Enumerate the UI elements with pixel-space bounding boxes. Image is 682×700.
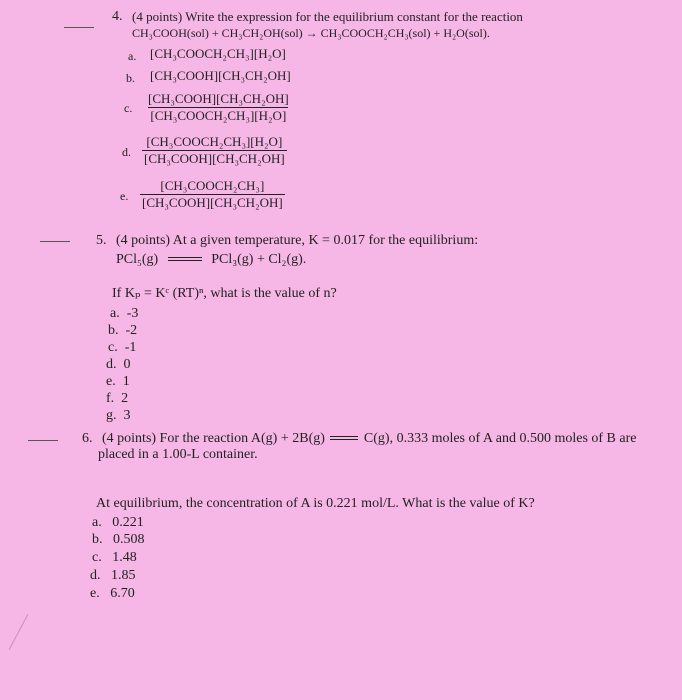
q5-option-d[interactable] [106,357,131,373]
q6-option-c[interactable] [92,550,137,566]
question-6-stem-line2: placed in a 1.00-L container. [98,447,258,462]
q5-option-text: 1 [122,374,130,389]
q6-option-letter: d. [90,568,101,583]
question-6-prompt: At equilibrium, the concentration of A is 0.221 mol/L. What is the value of K? [96,496,535,511]
q6-option-d[interactable] [90,568,136,584]
answer-blank-q4[interactable] [64,27,94,28]
q5-option-text: -3 [126,306,139,321]
question-5-prompt: If Kₚ = Kᶜ (RT)ⁿ, what is the value of n? [112,286,337,301]
q4-option-d-letter: d. [122,145,131,159]
q5-option-letter: a. [110,306,120,321]
q5-reactant: PCl₅(g) [116,252,159,267]
question-4-stem: (4 points) Write the expression for the equilibrium constant for the reaction [132,9,523,24]
q5-option-letter: b. [108,323,119,338]
q4-option-a[interactable]: [CH₃COOCH₂CH₃][H₂O] [150,46,286,61]
q5-option-text: 3 [123,408,131,423]
q6-option-e[interactable] [90,586,135,602]
q6-option-text: 1.48 [112,550,137,565]
q6-stem-end: C(g), 0.333 moles of A and 0.500 moles of B are [363,431,637,446]
answer-blank-q5[interactable] [40,241,70,242]
q5-option-c[interactable] [108,340,136,356]
q4-option-e-letter: e. [120,189,129,203]
q5-option-letter: e. [106,374,116,389]
q5-products: PCl₃(g) + Cl₂(g). [211,252,307,267]
q4-option-b[interactable]: [CH₃COOH][CH₃CH₂OH] [150,68,291,83]
q5-option-letter: g. [106,408,117,423]
q4-option-c-denominator: [CH₃COOCH₂CH₃][H₂O] [150,108,287,123]
q4-option-c-letter: c. [124,101,133,115]
q6-option-letter: b. [92,532,103,547]
q5-option-letter: d. [106,357,117,372]
equilibrium-arrow-icon [168,257,202,263]
q4-option-e-denominator: [CH₃COOH][CH₃CH₂OH] [142,195,283,210]
question-4-number: 4. [112,9,123,24]
question-4-reaction: CH₃COOH(sol) + CH₃CH₂OH(sol) → CH₃COOCH₂CH₃(sol) + H₂O(sol). [132,26,490,40]
q5-option-g[interactable] [106,408,131,424]
q5-option-text: -1 [124,340,137,355]
question-5-stem: (4 points) At a given temperature, K = 0.017 for the equilibrium: [116,233,479,248]
q4-option-d-denominator: [CH₃COOH][CH₃CH₂OH] [144,151,285,166]
q5-option-text: -2 [125,323,138,338]
q4-option-e[interactable] [140,178,285,211]
q6-option-letter: e. [90,586,100,601]
q4-option-a-letter: a. [128,49,137,63]
q6-option-a[interactable] [92,515,144,531]
q5-option-a[interactable] [110,306,138,322]
q4-option-d[interactable] [142,134,287,167]
q5-option-letter: f. [106,391,115,406]
question-6-stem [102,431,636,447]
q6-option-letter: c. [92,550,102,565]
q5-option-text: 0 [123,357,131,372]
q5-option-b[interactable] [108,323,137,339]
q4-option-e-numerator: [CH₃COOCH₂CH₃] [160,178,265,193]
q5-option-letter: c. [108,340,118,355]
question-5-reaction [116,252,306,268]
q4-option-d-numerator: [CH₃COOCH₂CH₃][H₂O] [146,134,283,149]
answer-blank-q6[interactable] [28,440,58,441]
q6-option-text: 6.70 [110,586,135,601]
q4-option-c-numerator: [CH₃COOH][CH₃CH₂OH] [148,91,289,106]
q6-stem-start: (4 points) For the reaction A(g) + 2B(g) [102,431,325,446]
equilibrium-arrow-icon [330,436,358,442]
q5-option-text: 2 [121,391,129,406]
q5-option-e[interactable] [106,374,130,390]
question-5-number: 5. [96,233,107,248]
q6-option-letter: a. [92,515,102,530]
pen-mark [9,614,29,650]
question-6-number: 6. [82,431,93,446]
q6-option-b[interactable] [92,532,145,548]
q6-option-text: 1.85 [111,568,136,583]
q6-option-text: 0.221 [112,515,144,530]
q5-option-f[interactable] [106,391,128,407]
q4-option-c[interactable] [146,91,291,124]
q4-option-b-letter: b. [126,71,135,85]
q6-option-text: 0.508 [113,532,145,547]
